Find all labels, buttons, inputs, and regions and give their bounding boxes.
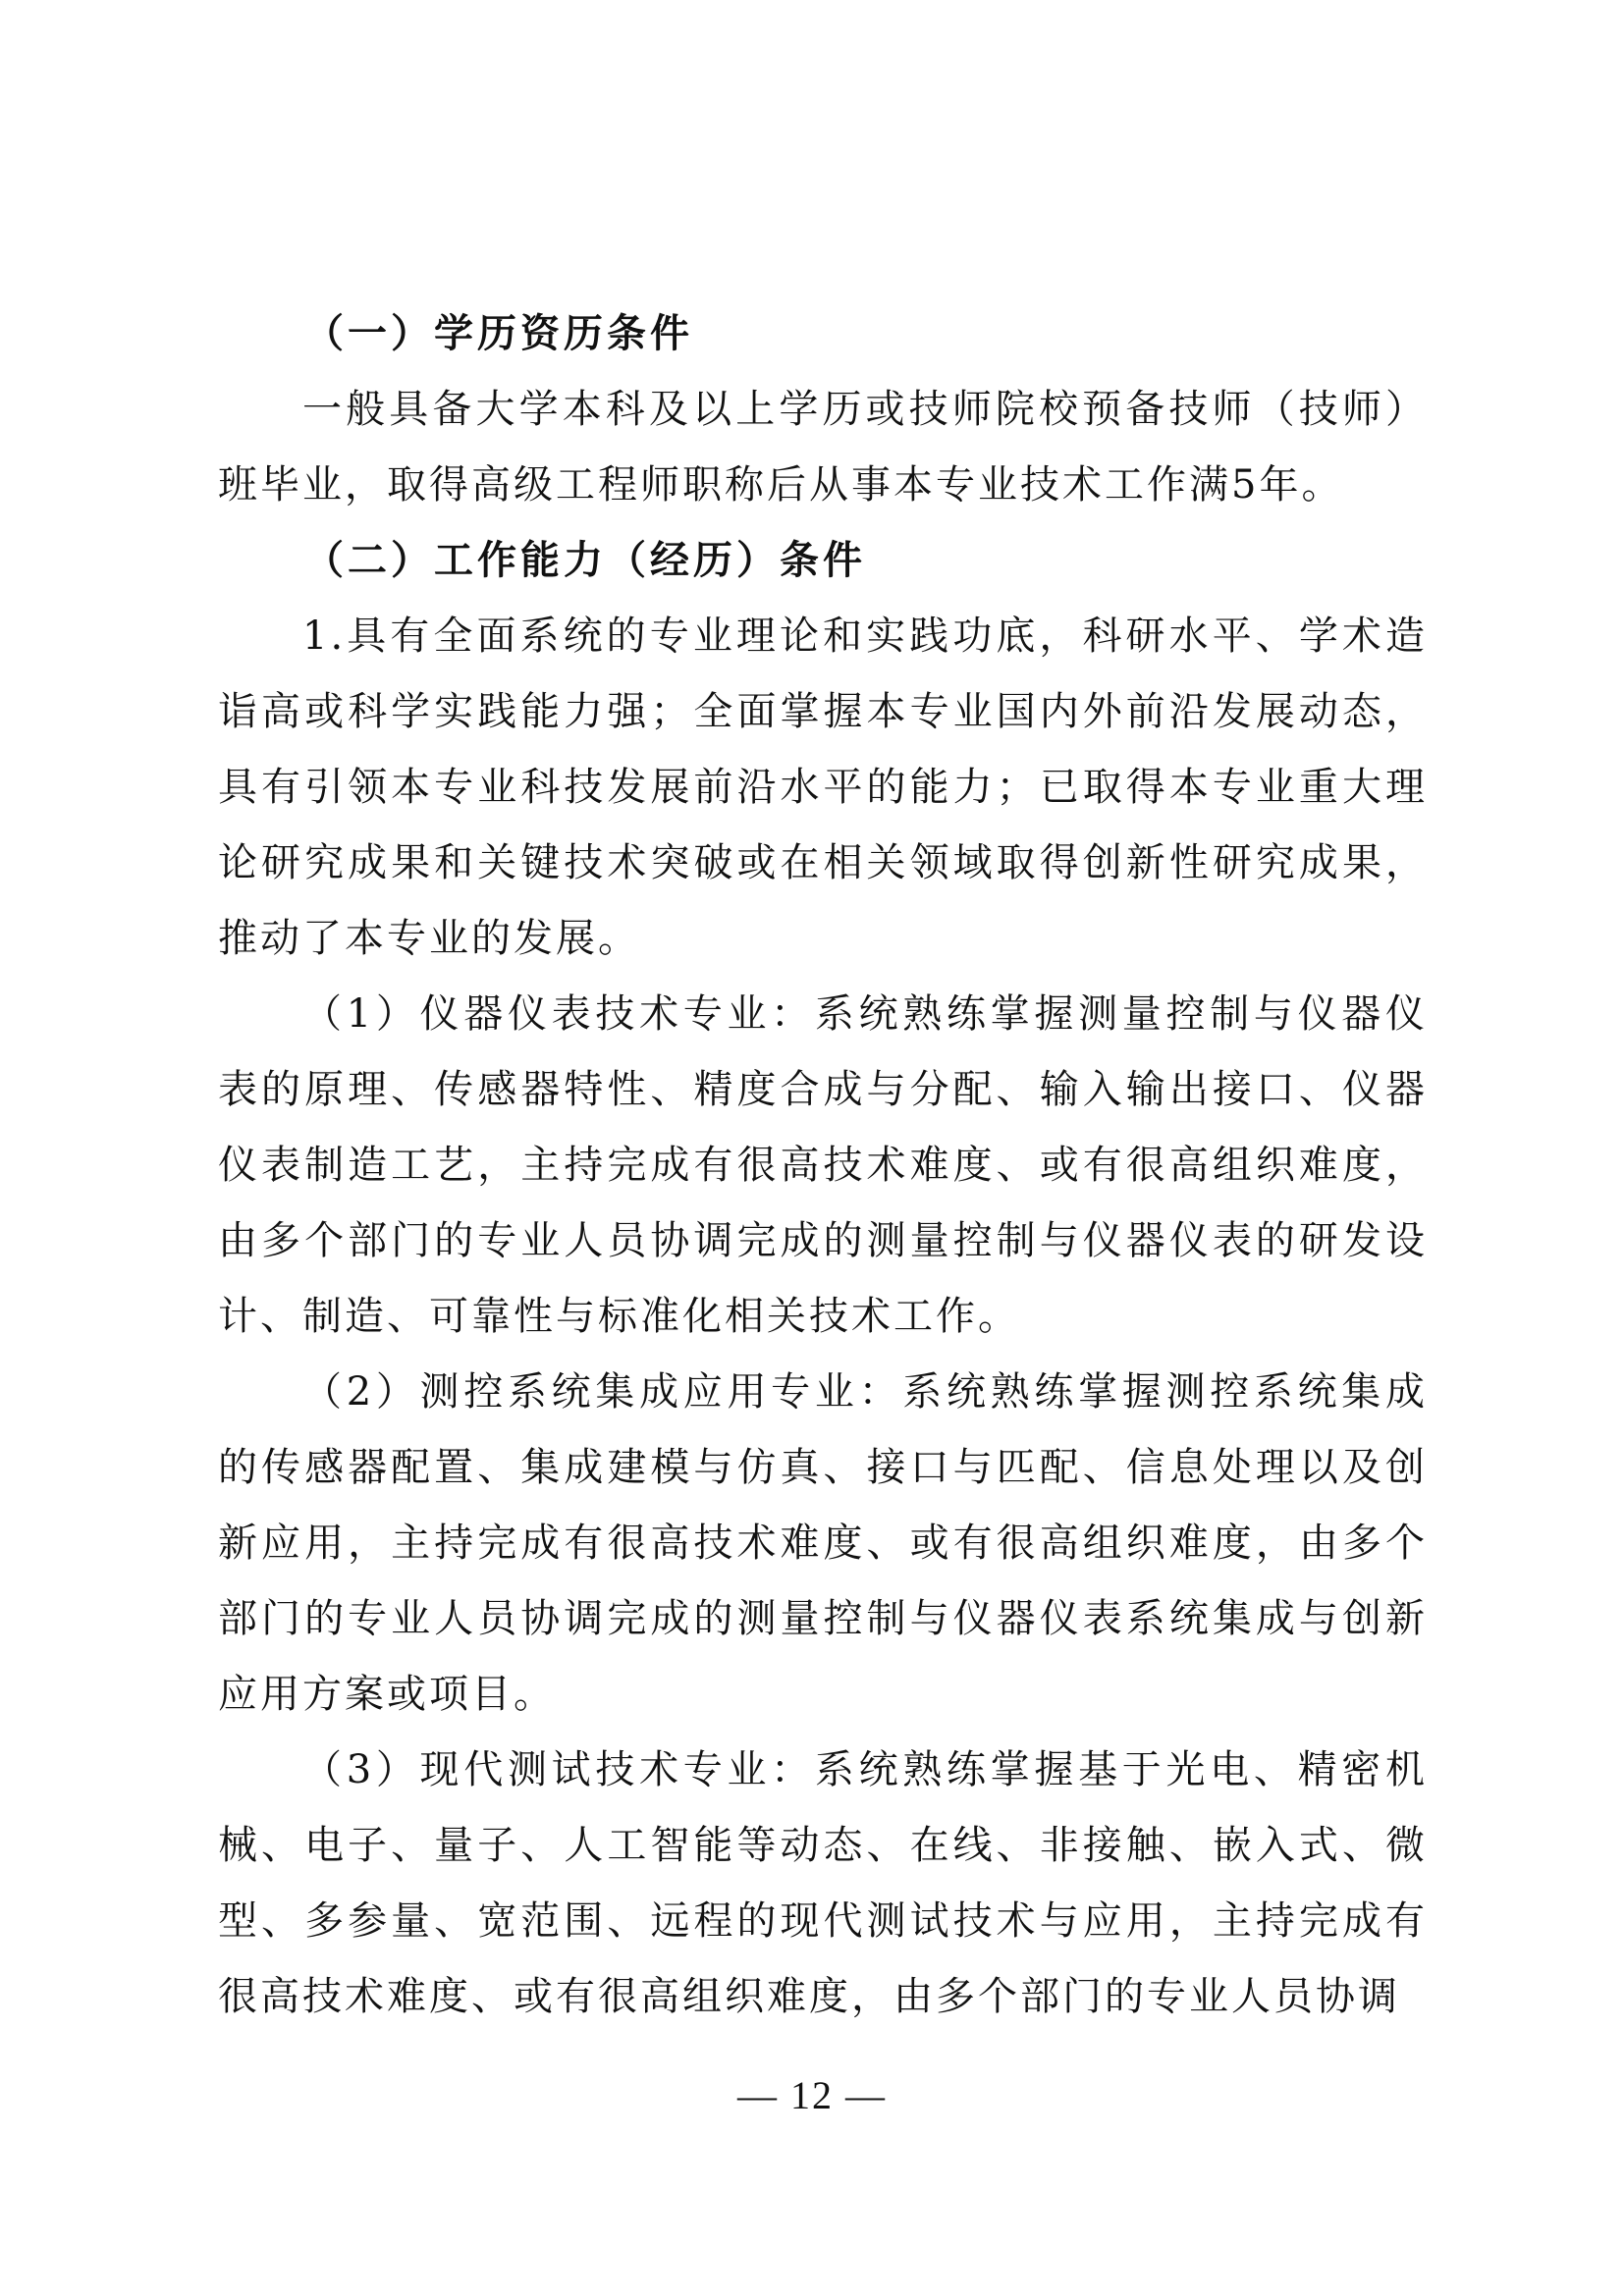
section-heading-education: （一）学历资历条件 [304, 311, 693, 356]
paragraph-instrument-technology: （1）仪器仪表技术专业：系统熟练掌握测量控制与仪器仪表的原理、传感器特性、精度合成与分配、输入输出接口、仪器仪表制造工艺，主持完成有很高技术难度、或有很高组织难度，由多个部门的专业人员协调完成的测量控制与仪器仪表的研发设计、制造、可靠性与标准化相关技术工作。 [218, 991, 1428, 1339]
paragraph-item-1: 1.具有全面系统的专业理论和实践功底，科研水平、学术造诣高或科学实践能力强；全面掌握本专业国内外前沿发展动态，具有引领本专业科技发展前沿水平的能力；已取得本专业重大理论研究成果和关键技术突破或在相关领域取得创新性研究成果，推动了本专业的发展。 [218, 614, 1428, 961]
paragraph-education-requirement: 一般具备大学本科及以上学历或技师院校预备技师（技师）班毕业，取得高级工程师职称后从事本专业技术工作满5年。 [218, 387, 1428, 507]
section-heading-work-ability: （二）工作能力（经历）条件 [304, 538, 866, 583]
document-body [218, 296, 1428, 2035]
page-number: — 12 — [737, 2073, 887, 2117]
paragraph-measurement-control-integration: （2）测控系统集成应用专业：系统熟练掌握测控系统集成的传感器配置、集成建模与仿真、接口与匹配、信息处理以及创新应用，主持完成有很高技术难度、或有很高组织难度，由多个部门的专业人员协调完成的测量控制与仪器仪表系统集成与创新应用方案或项目。 [218, 1369, 1428, 1717]
paragraph-modern-testing-technology: （3）现代测试技术专业：系统熟练掌握基于光电、精密机械、电子、量子、人工智能等动态、在线、非接触、嵌入式、微型、多参量、宽范围、远程的现代测试技术与应用，主持完成有很高技术难度、或有很高组织难度，由多个部门的专业人员协调 [218, 1747, 1428, 2019]
